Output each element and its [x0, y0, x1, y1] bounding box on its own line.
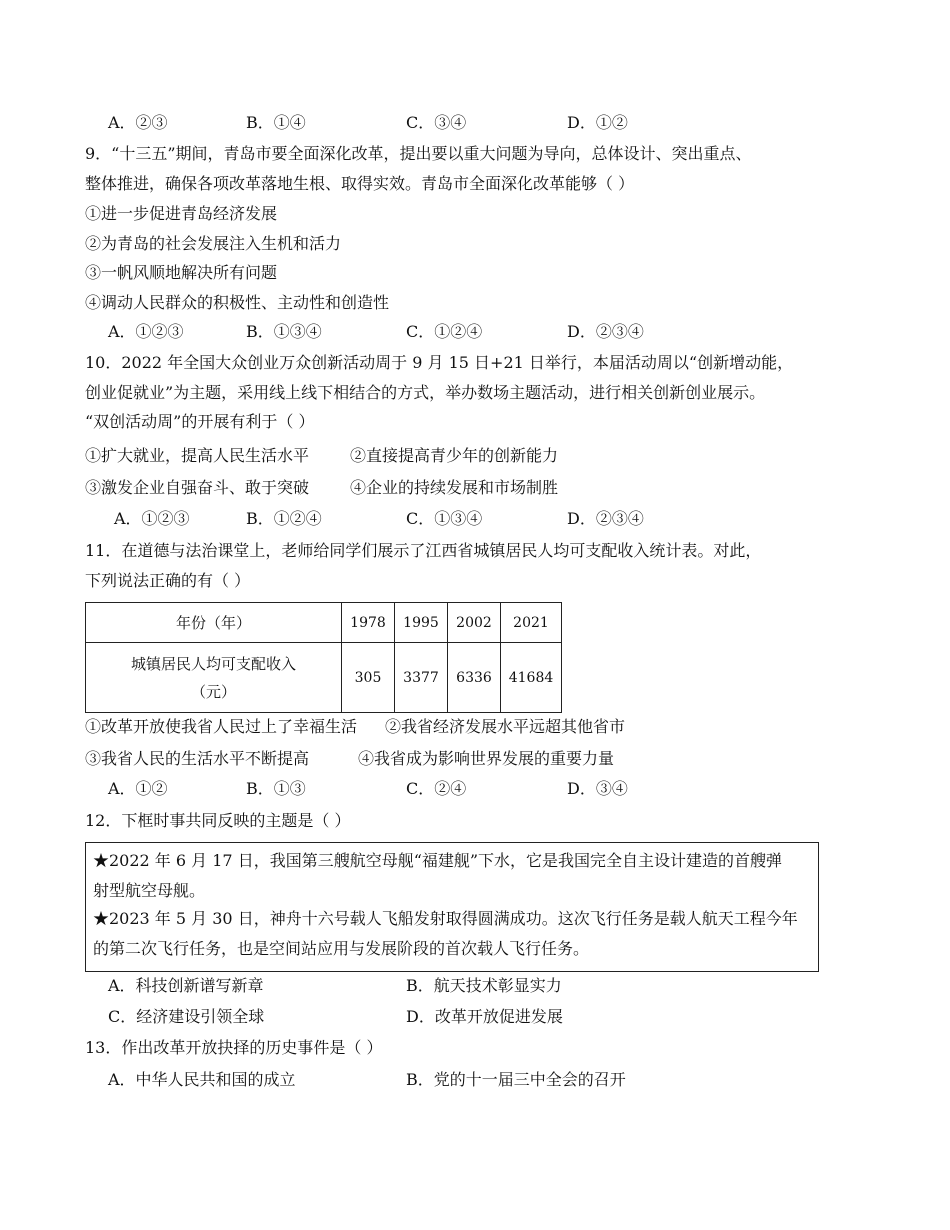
q11-option-b: B．①③: [246, 779, 306, 798]
q10-stem-line2: 创业促就业”为主题，采用线上线下相结合的方式，举办数场主题活动，进行相关创新创业展示。: [85, 383, 766, 402]
q11-stem-line1: 11．在道德与法治课堂上，老师给同学们展示了江西省城镇居民人均可支配收入统计表。对此，: [85, 541, 762, 560]
news-box-line4: 的第二次飞行任务，也是空间站应用与发展阶段的首次载人飞行任务。: [93, 939, 590, 958]
table-value-cell: 3377: [395, 643, 448, 713]
news-box-line2: 射型航空母舰。: [93, 881, 206, 900]
q11-option-a: A．①②: [108, 779, 168, 798]
q12-option-b: B．航天技术彰显实力: [406, 976, 562, 995]
q13-option-b: B．党的十一届三中全会的召开: [406, 1070, 626, 1089]
q8-option-c: C．③④: [406, 113, 467, 132]
q8-option-b: B．①④: [246, 113, 306, 132]
q11-option-c: C．②④: [406, 779, 467, 798]
q10-stem-line1: 10．2022 年全国大众创业万众创新活动周于 9 月 15 日+21 日举行，本届活动周以“创新增动能，: [85, 353, 794, 372]
q11-item-2: ②我省经济发展水平远超其他省市: [385, 717, 626, 736]
q11-stem-line2: 下列说法正确的有（ ）: [85, 571, 251, 590]
table-value-cell: 6336: [448, 643, 501, 713]
table-value-cell: 41684: [501, 643, 562, 713]
q11-item-3: ③我省人民的生活水平不断提高: [85, 749, 310, 768]
table-year-cell: 1978: [342, 603, 395, 643]
news-box-line1: ★2022 年 6 月 17 日，我国第三艘航空母舰“福建舰”下水，它是我国完全自主设计建造的首艘弹: [93, 851, 783, 870]
q11-option-d: D．③④: [567, 779, 628, 798]
q12-option-d: D．改革开放促进发展: [406, 1007, 563, 1026]
q9-option-c: C．①②④: [406, 322, 483, 341]
q9-item-4: ④调动人民群众的积极性、主动性和创造性: [85, 293, 390, 312]
q10-item-4: ④企业的持续发展和市场制胜: [350, 478, 559, 497]
q9-option-d: D．②③④: [567, 322, 644, 341]
q10-option-a: A．①②③: [114, 509, 190, 528]
q12-option-a: A．科技创新谱写新章: [108, 976, 264, 995]
q9-item-3: ③一帆风顺地解决所有问题: [85, 263, 278, 282]
q10-stem-line3: “双创活动周”的开展有利于（ ）: [85, 412, 315, 431]
table-header-row: [86, 603, 562, 643]
q9-stem-line2: 整体推进，确保各项改革落地生根、取得实效。青岛市全面深化改革能够（ ）: [85, 174, 635, 193]
table-year-cell: 2002: [448, 603, 501, 643]
q10-item-3: ③激发企业自强奋斗、敢于突破: [85, 478, 310, 497]
q8-option-d: D．①②: [567, 113, 628, 132]
q9-stem-line1: 9．“十三五”期间，青岛市要全面深化改革，提出要以重大问题为导向，总体设计、突出重点、: [85, 144, 752, 163]
q9-item-2: ②为青岛的社会发展注入生机和活力: [85, 234, 342, 253]
table-year-cell: 1995: [395, 603, 448, 643]
table-row-label: [86, 643, 342, 713]
q10-item-2: ②直接提高青少年的创新能力: [350, 446, 559, 465]
q8-option-a: A．②③: [108, 113, 168, 132]
q9-item-1: ①进一步促进青岛经济发展: [85, 204, 278, 223]
q10-item-1: ①扩大就业，提高人民生活水平: [85, 446, 310, 465]
q11-item-1: ①改革开放使我省人民过上了幸福生活: [85, 717, 358, 736]
table-header-label: 年份（年）: [86, 603, 342, 643]
table-value-cell: 305: [342, 643, 395, 713]
q9-option-b: B．①③④: [246, 322, 322, 341]
table-row-label-line2: （元）: [190, 682, 236, 701]
q12-stem: 12．下框时事共同反映的主题是（ ）: [85, 811, 351, 830]
table-year-cell: 2021: [501, 603, 562, 643]
income-table: [85, 602, 562, 713]
q12-option-c: C．经济建设引领全球: [108, 1007, 265, 1026]
q10-option-d: D．②③④: [567, 509, 644, 528]
q13-option-a: A．中华人民共和国的成立: [108, 1070, 296, 1089]
table-row-label-line1: 城镇居民人均可支配收入: [130, 654, 296, 673]
q13-stem: 13．作出改革开放抉择的历史事件是（ ）: [85, 1038, 383, 1057]
q11-item-4: ④我省成为影响世界发展的重要力量: [358, 749, 615, 768]
q10-option-b: B．①②④: [246, 509, 322, 528]
news-box-line3: ★2023 年 5 月 30 日，神舟十六号载人飞船发射取得圆满成功。这次飞行任务是载人航天工程今年: [93, 909, 798, 928]
q9-option-a: A．①②③: [108, 322, 184, 341]
q10-option-c: C．①③④: [406, 509, 483, 528]
table-data-row: [86, 643, 562, 713]
